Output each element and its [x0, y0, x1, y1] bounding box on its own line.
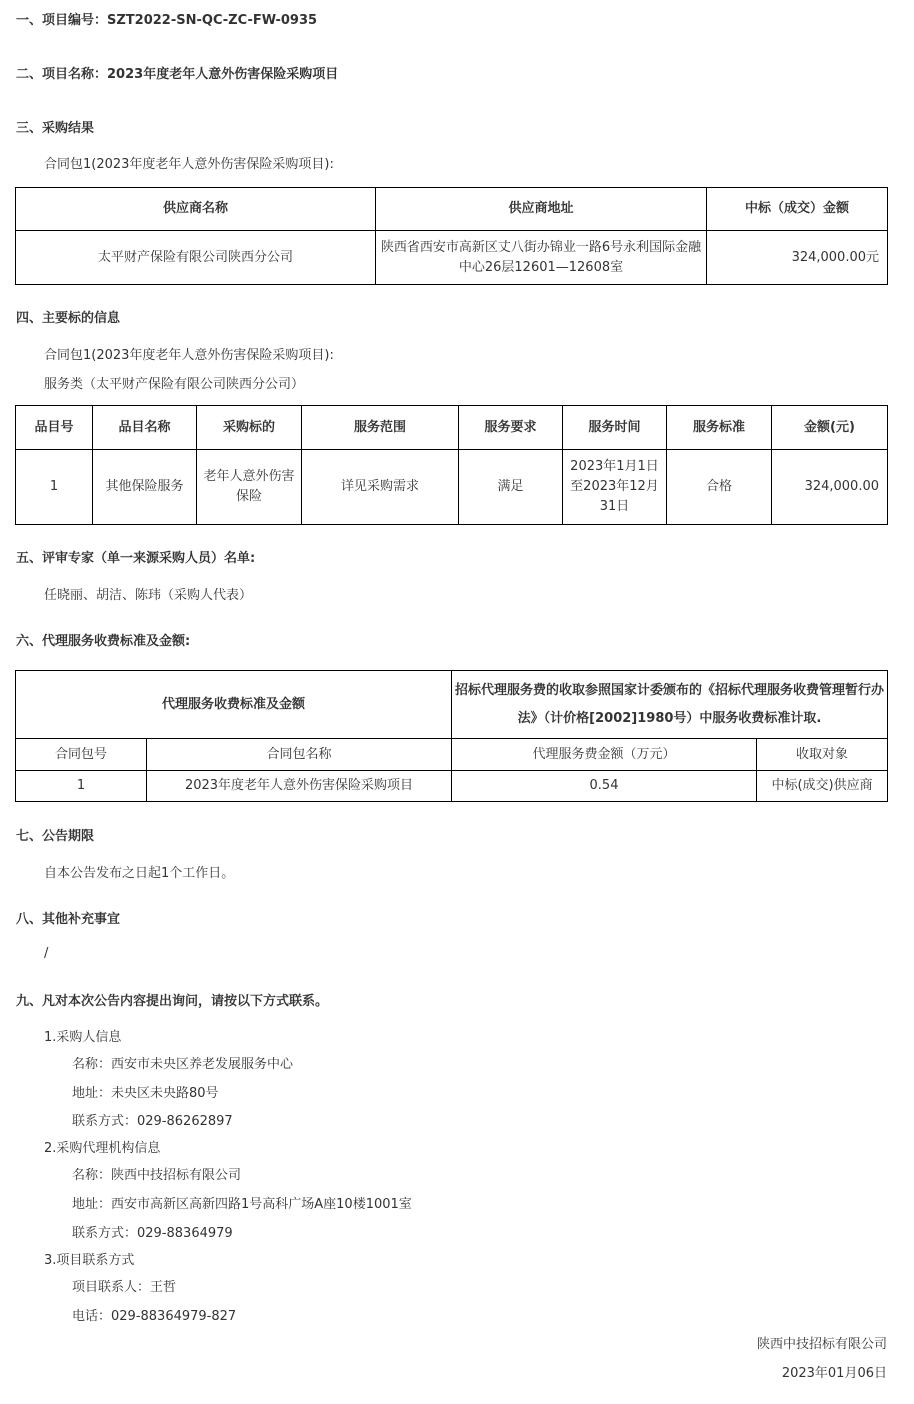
agency-header-target: 收取对象	[757, 739, 888, 771]
subject-header-item: 品目名称	[93, 406, 197, 450]
subject-line-2: 保险	[235, 489, 262, 504]
project-number-value: SZT2022-SN-QC-ZC-FW-0935	[107, 13, 318, 28]
project-number-line	[16, 9, 317, 28]
agency-info-address: 地址：西安市高新区高新四路1号高科广场A座10楼1001室	[72, 1197, 412, 1212]
project-name-label: 二、项目名称：	[16, 67, 108, 82]
purchaser-address: 地址：未央区未央路80号	[72, 1086, 219, 1101]
agency-fee-head-left: 代理服务收费标准及金额	[16, 671, 452, 739]
subject-package-label: 合同包1(2023年度老年人意外伤害保险采购项目):	[44, 348, 334, 363]
subject-requirement: 满足	[459, 450, 563, 525]
subject-header-time: 服务时间	[563, 406, 667, 450]
section-notice-period-title: 七、公告期限	[16, 829, 95, 844]
agency-info-name: 名称：陕西中技招标有限公司	[72, 1168, 242, 1183]
agency-info-title: 2.采购代理机构信息	[44, 1141, 161, 1156]
result-package-label: 合同包1(2023年度老年人意外伤害保险采购项目):	[44, 157, 334, 172]
subject-standard: 合格	[667, 450, 772, 525]
subject-header-subject: 采购标的	[197, 406, 302, 450]
table-row	[16, 771, 888, 802]
subject-amount: 324,000.00	[772, 450, 888, 525]
result-header-supplier: 供应商名称	[16, 188, 376, 231]
result-supplier-address	[376, 231, 707, 285]
project-contact-phone: 电话：029-88364979-827	[72, 1309, 237, 1324]
agency-header-no: 合同包号	[16, 739, 147, 771]
time-line-3: 31日	[599, 499, 630, 514]
result-header-address: 供应商地址	[376, 188, 707, 231]
agency-header-fee: 代理服务费金额（万元）	[452, 739, 757, 771]
address-line-1: 陕西省西安市高新区丈八街办锦业一路6号永利国际金融	[380, 239, 702, 255]
table-row	[16, 450, 888, 525]
section-subject-info-title: 四、主要标的信息	[16, 311, 121, 326]
agency-info-contact: 联系方式：029-88364979	[72, 1226, 233, 1241]
subject-line-1: 老年人意外伤害	[203, 469, 295, 484]
section-contact-title: 九、凡对本次公告内容提出询问，请按以下方式联系。	[16, 994, 329, 1009]
project-name-line	[16, 63, 338, 82]
section-experts-title: 五、评审专家（单一来源采购人员）名单:	[16, 551, 256, 566]
agency-header-name: 合同包名称	[147, 739, 452, 771]
fee-standard-line-2: 法》（计价格[2002]1980号）中服务收费标准计取.	[517, 710, 822, 726]
experts-names: 任晓丽、胡洁、陈玮（采购人代表）	[44, 588, 253, 603]
subject-item: 其他保险服务	[93, 450, 197, 525]
time-line-2: 至2023年12月	[570, 479, 659, 494]
project-number-label: 一、项目编号：	[16, 13, 108, 28]
subject-time	[563, 450, 667, 525]
footer-company: 陕西中技招标有限公司	[756, 1337, 887, 1352]
other-text: /	[44, 946, 49, 961]
purchaser-title: 1.采购人信息	[44, 1030, 122, 1045]
notice-period-text: 自本公告发布之日起1个工作日。	[44, 866, 235, 881]
agency-fee: 0.54	[452, 771, 757, 802]
section-agency-fee-title: 六、代理服务收费标准及金额:	[16, 634, 191, 649]
subject-header-standard: 服务标准	[667, 406, 772, 450]
fee-standard-line-1: 招标代理服务费的收取参照国家计委颁布的《招标代理服务收费管理暂行办	[455, 682, 885, 698]
section-other-title: 八、其他补充事宜	[16, 912, 121, 927]
subject-header-requirement: 服务要求	[459, 406, 563, 450]
subject-scope: 详见采购需求	[302, 450, 459, 525]
project-contact-title: 3.项目联系方式	[44, 1253, 135, 1268]
subject-header-scope: 服务范围	[302, 406, 459, 450]
result-amount: 324,000.00元	[707, 231, 888, 285]
agency-fee-head-right	[452, 671, 888, 739]
address-line-2: 中心26层12601—12608室	[458, 259, 624, 275]
result-header-amount: 中标（成交）金额	[707, 188, 888, 231]
footer-date: 2023年01月06日	[781, 1366, 887, 1381]
result-table	[15, 187, 888, 285]
project-contact-person: 项目联系人：王哲	[72, 1280, 177, 1295]
agency-target: 中标(成交)供应商	[757, 771, 888, 802]
agency-name: 2023年度老年人意外伤害保险采购项目	[147, 771, 452, 802]
purchaser-contact: 联系方式：029-86262897	[72, 1114, 233, 1129]
project-name-value: 2023年度老年人意外伤害保险采购项目	[107, 67, 339, 82]
time-line-1: 2023年1月1日	[570, 459, 659, 474]
agency-fee-table	[15, 670, 888, 802]
subject-no: 1	[16, 450, 93, 525]
subject-category-label: 服务类（太平财产保险有限公司陕西分公司）	[44, 377, 305, 392]
table-row	[16, 231, 888, 285]
subject-table	[15, 405, 888, 525]
section-procurement-result-title: 三、采购结果	[16, 121, 95, 136]
subject-subject	[197, 450, 302, 525]
subject-header-amount: 金额(元)	[772, 406, 888, 450]
agency-no: 1	[16, 771, 147, 802]
result-supplier-name: 太平财产保险有限公司陕西分公司	[16, 231, 376, 285]
purchaser-name: 名称：西安市未央区养老发展服务中心	[72, 1057, 294, 1072]
subject-header-no: 品目号	[16, 406, 93, 450]
